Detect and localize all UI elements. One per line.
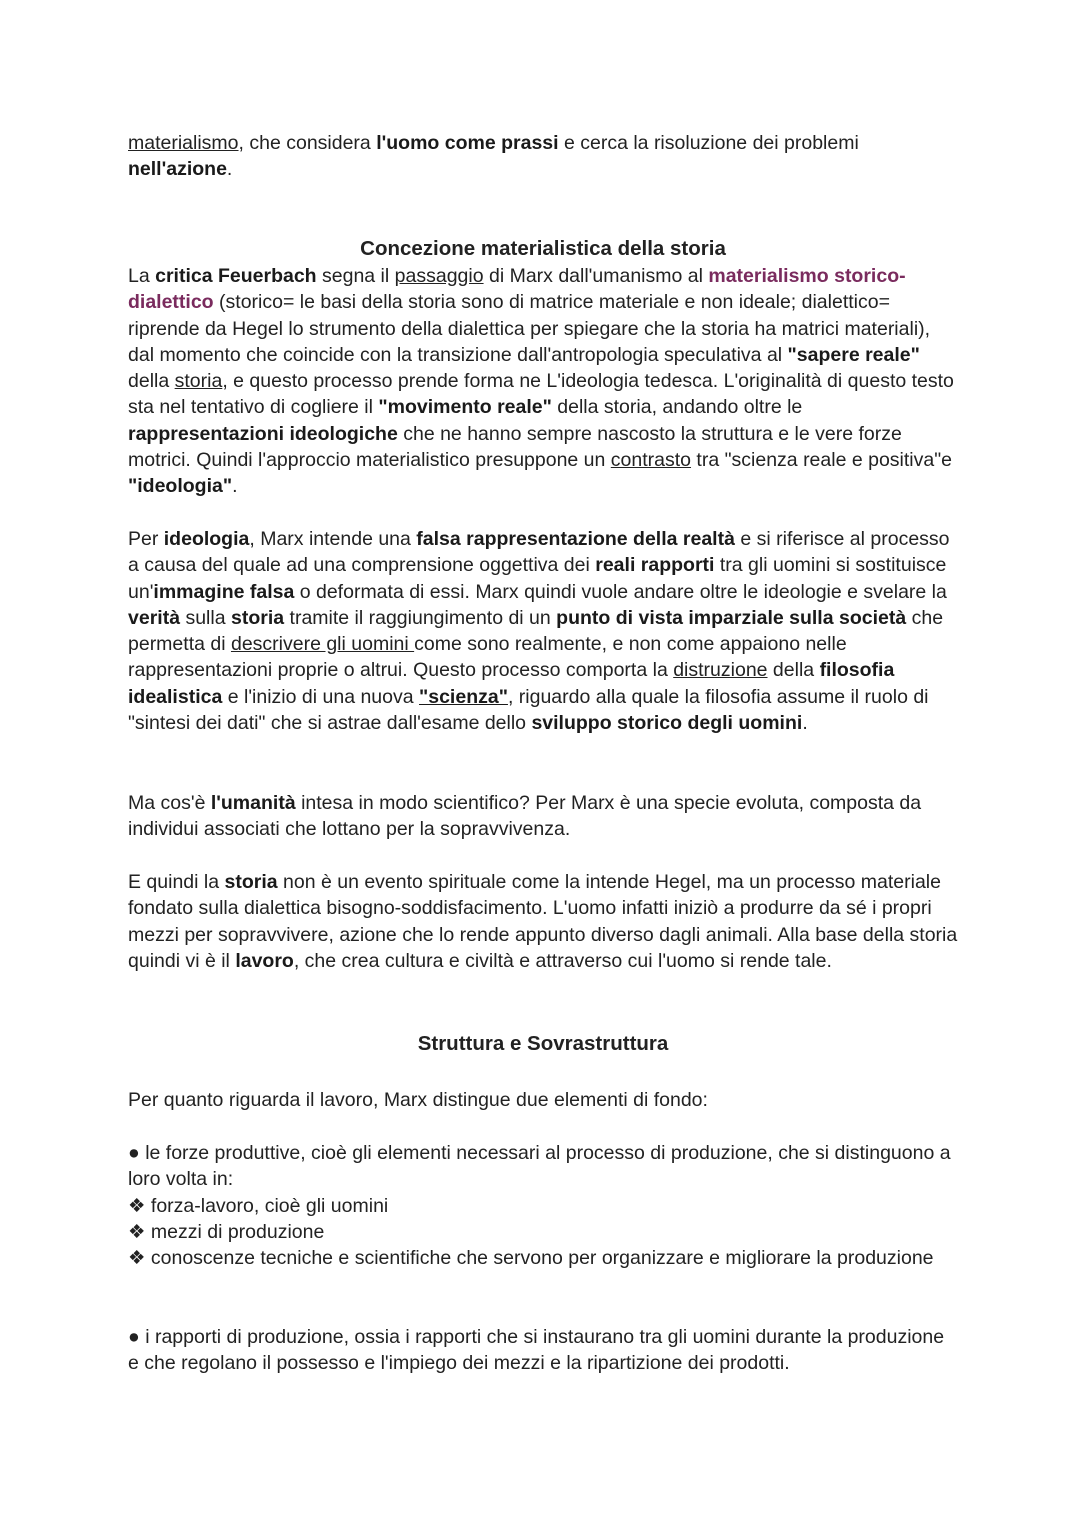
paragraph-critica-feuerbach: [128, 263, 958, 500]
text-span: della: [128, 370, 175, 393]
text-span: , che crea cultura e civiltà e attraverso cui l'uomo si rende tale.: [293, 949, 832, 972]
text-span: della: [767, 659, 820, 682]
text-span: Per: [128, 528, 164, 550]
text-span: segna il: [316, 265, 395, 287]
text-span: come sono realmente, e non come appaiono nelle rappresentazioni proprie o altrui. Questo processo comporta la: [128, 633, 847, 682]
underlined-span: passaggio: [394, 265, 484, 287]
text-span: della storia, andando oltre le: [551, 396, 803, 419]
bold-span: "movimento reale": [378, 396, 552, 419]
text-span: che permetta di: [128, 606, 944, 656]
text-span: .: [232, 475, 238, 498]
text-span: E quindi la: [128, 871, 225, 893]
text-span: intesa in modo scientifico? Per Marx è una specie evoluta, composta da individui associati che lottano per la sopravvivenza.: [128, 792, 922, 841]
text-span: che ne hanno sempre nascosto la struttura e le vere forze motrici. Quindi l'approccio materialistico presuppone un: [128, 422, 902, 472]
bold-span: l'uomo come prassi: [376, 132, 559, 154]
bold-span: verità: [128, 606, 181, 629]
bold-span: punto di vista imparziale sulla società: [556, 606, 907, 629]
paragraph-umanita: [128, 790, 958, 843]
list-item: ● le forze produttive, cioè gli elementi necessari al processo di produzione, che si distinguono a loro volta in:: [128, 1142, 951, 1191]
text-span: .: [226, 158, 233, 181]
text-span: e l'inizio di una nuova: [222, 685, 419, 708]
bold-span: sviluppo storico degli uomini: [531, 712, 803, 735]
text-span: tra "scienza reale e positiva"e: [691, 449, 952, 472]
text-span: Ma cos'è: [128, 792, 211, 814]
bold-span: nell'azione: [128, 158, 227, 181]
link-materialismo: materialismo: [128, 132, 239, 154]
text-span: non è un evento spirituale come la intende Hegel, ma un processo materiale fondato sulla dialettica bisogno-soddisfacimento. L'uomo infatti iniziò a produrre da sé i propri mezzi per sopravvivere, azione che lo rende appunto diverso dagli animali. Alla base della storia quindi vi è il: [128, 871, 958, 972]
underlined-span: storia: [174, 370, 223, 393]
list-subitem: ❖ forza-lavoro, cioè gli uomini: [128, 1194, 389, 1217]
list-subitem: ❖ conoscenze tecniche e scientifiche che servono per organizzare e migliorare la produzione: [128, 1247, 934, 1270]
text-span: (storico= le basi della storia sono di matrice materiale e non ideale; dialettico= riprende da Hegel lo strumento della dialettica per spiegare che la storia ha matrici materiali), dal momento che coincide con la transizione dall'antropologia speculativa al: [128, 291, 931, 366]
bold-span: falsa rappresentazione della realtà: [416, 528, 735, 550]
bold-span: "ideologia": [128, 475, 233, 498]
bold-span: reali rapporti: [595, 554, 715, 577]
bold-span: immagine falsa: [153, 580, 295, 603]
text-span: La: [128, 265, 156, 287]
list-rapporti-produzione: [128, 1324, 958, 1377]
list-subitem: ❖ mezzi di produzione: [128, 1220, 325, 1243]
text-span: o deformata di essi. Marx quindi vuole andare oltre le ideologie e svelare la: [294, 580, 947, 603]
text-span: tramite il raggiungimento di un: [284, 606, 557, 629]
text-span: , riguardo alla quale la filosofia assume il ruolo di "sintesi dei dati" che si astrae dall'esame dello: [128, 685, 929, 735]
text-span: sulla: [180, 606, 231, 629]
text-span: di Marx dall'umanismo al: [483, 265, 709, 287]
underlined-span: distruzione: [673, 659, 768, 682]
bold-span: filosofia idealistica: [128, 659, 895, 708]
heading-struttura: Struttura e Sovrastruttura: [417, 1032, 669, 1055]
list-item: ● i rapporti di produzione, ossia i rapporti che si instaurano tra gli uomini durante la produzione e che regolano il possesso e l'impiego dei mezzi e la ripartizione dei prodotti.: [128, 1326, 945, 1375]
text-span: , e questo processo prende forma ne L'ideologia tedesca. L'originalità di questo testo sta nel tentativo di cogliere il: [128, 370, 954, 419]
text-span: tra gli uomini si sostituisce un': [128, 554, 947, 603]
bold-span: "sapere reale": [787, 343, 920, 366]
paragraph-ideologia: [128, 526, 958, 736]
text-span: e cerca la risoluzione dei problemi: [558, 132, 859, 154]
heading-concezione: Concezione materialistica della storia: [360, 237, 726, 260]
list-forze-produttive: [128, 1140, 958, 1271]
text-span: , che considera: [238, 132, 377, 154]
bold-span: storia: [224, 871, 278, 893]
bold-span: l'umanità: [210, 792, 296, 814]
paragraph-storia: [128, 869, 958, 974]
text-span: , Marx intende una: [249, 528, 417, 550]
bold-span: ideologia: [163, 528, 250, 550]
bold-span: critica Feuerbach: [155, 265, 317, 287]
intro-paragraph: [128, 130, 958, 183]
underlined-span: descrivere gli uomini: [230, 633, 415, 656]
text-span: e si riferisce al processo a causa del quale ad una comprensione oggettiva dei: [128, 528, 950, 577]
paragraph-lavoro: Per quanto riguarda il lavoro, Marx distingue due elementi di fondo:: [128, 1089, 708, 1111]
bold-underlined-span: "scienza": [419, 685, 508, 708]
bold-span: storia: [231, 606, 285, 629]
underlined-span: contrasto: [610, 449, 692, 472]
highlight-span: materialismo storico-dialettico: [128, 265, 906, 314]
bold-span: rappresentazioni ideologiche: [128, 422, 398, 445]
text-span: .: [802, 712, 808, 735]
bold-span: lavoro: [235, 949, 294, 972]
